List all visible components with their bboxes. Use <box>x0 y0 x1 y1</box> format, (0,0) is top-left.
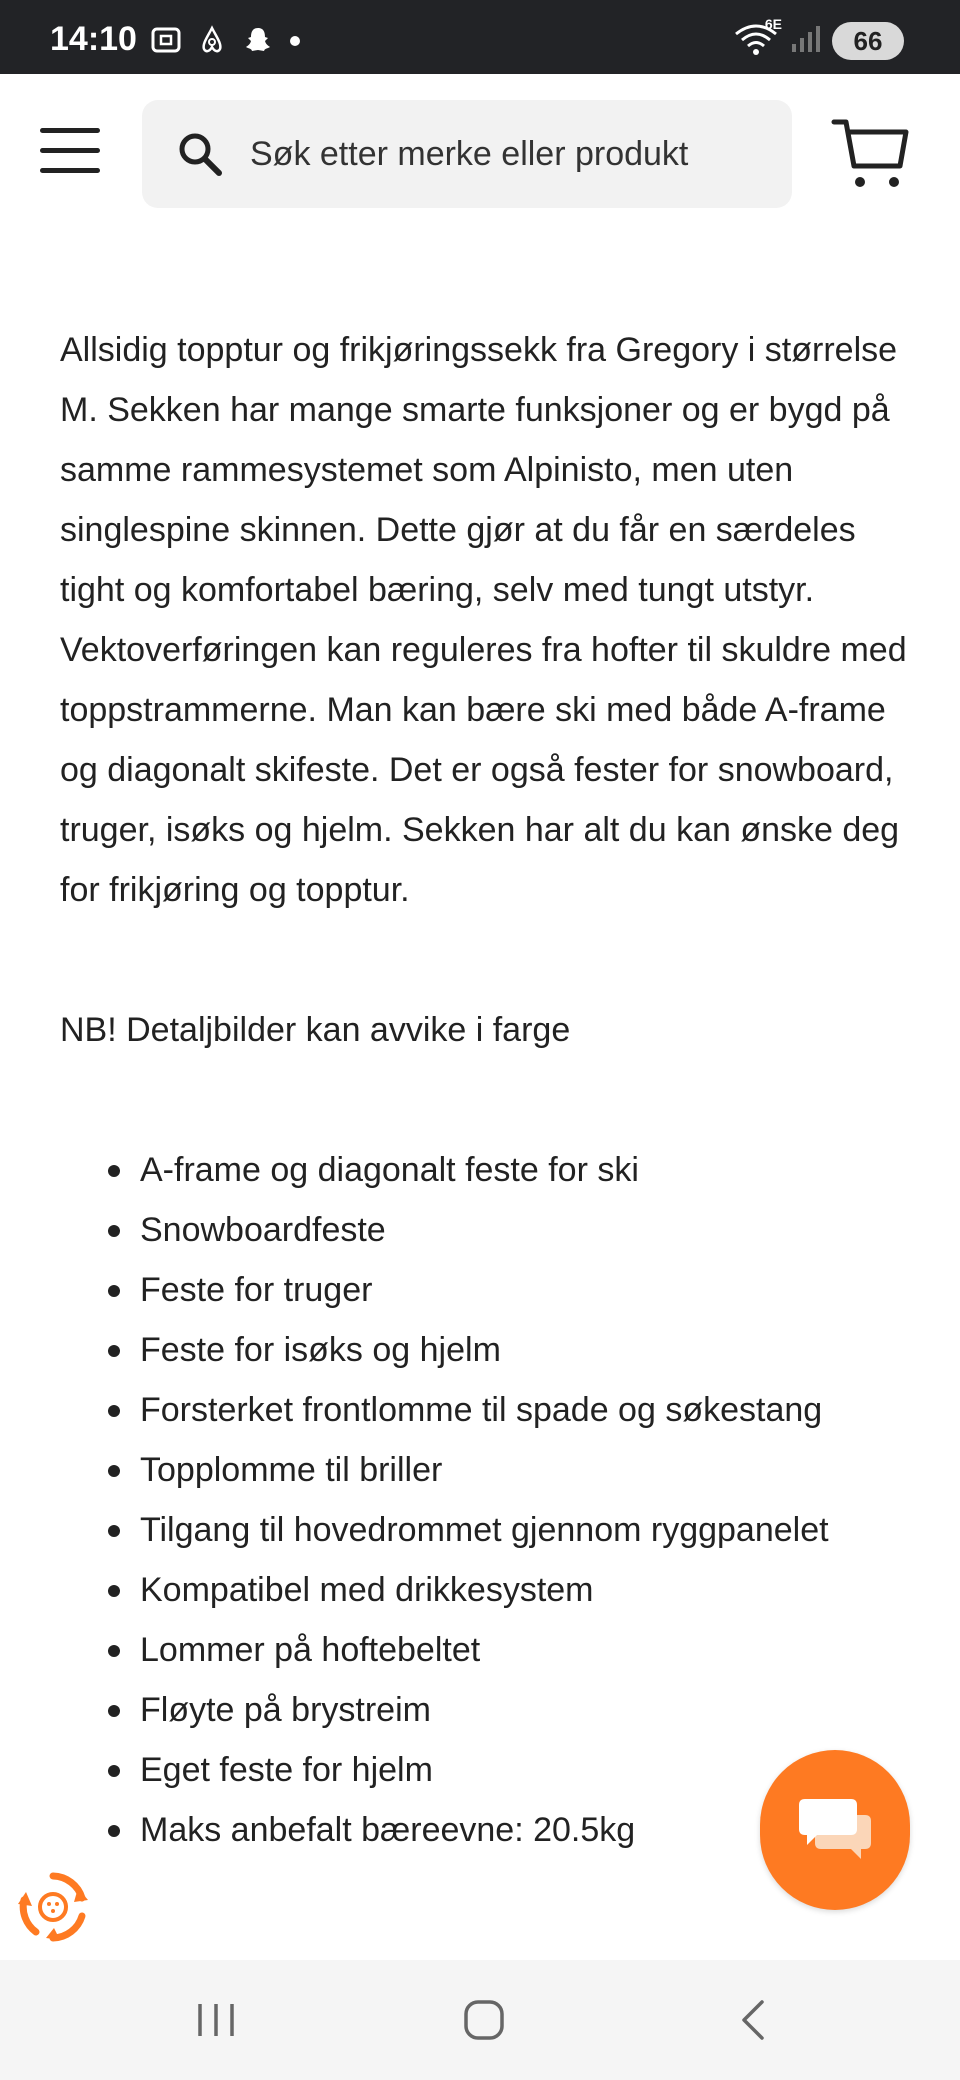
cart-button[interactable] <box>830 114 910 194</box>
note-text: NB! Detaljbilder kan avvike i farge <box>60 1011 571 1049</box>
network-label: 6E <box>764 16 782 32</box>
list-item: Maks anbefalt bæreevne: 20.5kg <box>140 1800 910 1860</box>
cart-icon <box>830 179 910 198</box>
list-item: Topplomme til briller <box>140 1440 910 1500</box>
site-header <box>0 74 960 234</box>
dot-icon <box>288 33 302 52</box>
back-icon <box>736 1998 772 2046</box>
product-description <box>60 320 910 1860</box>
signal-icon <box>790 24 820 58</box>
list-item: Feste for truger <box>140 1260 910 1320</box>
recent-apps-button[interactable] <box>186 1994 246 2050</box>
list-item: Kompatibel med drikkesystem <box>140 1560 910 1620</box>
description-text: Allsidig topptur og frikjøringssekk fra Gregory i størrelse M. Sekken har mange smarte funksjoner og er bygd på samme rammesystemet som Alpinisto, men uten singlespine skinnen. Dette gjør at du får en særdeles tight og komfortabel bæring, selv med tungt utstyr. Vektoverføringen kan reguleres fra hofter til skuldre med toppstrammerne. Man kan bære ski med både A-frame og diagonalt skifeste. Det er også fester for snowboard, truger, isøks og hjelm. Sekken har alt du kan ønske deg for frikjøring og topptur. <box>60 331 907 909</box>
snapchat-icon <box>242 24 274 60</box>
list-item: Fløyte på brystreim <box>140 1680 910 1740</box>
list-item: Feste for isøks og hjelm <box>140 1320 910 1380</box>
battery-indicator: 66 <box>832 22 904 60</box>
status-time: 14:10 <box>50 20 137 58</box>
list-item: A-frame og diagonalt feste for ski <box>140 1140 910 1200</box>
list-item: Tilgang til hovedrommet gjennom ryggpanelet <box>140 1500 910 1560</box>
search-box[interactable] <box>142 100 792 208</box>
recycle-badge-icon[interactable] <box>16 1870 90 1944</box>
list-item: Forsterket frontlomme til spade og søkestang <box>140 1380 910 1440</box>
list-item: Lommer på hoftebeltet <box>140 1620 910 1680</box>
recent-apps-icon <box>194 2000 238 2044</box>
chat-button[interactable] <box>760 1750 910 1910</box>
search-input[interactable] <box>250 128 780 180</box>
notification-icons <box>150 24 302 60</box>
system-icons <box>734 16 904 60</box>
back-button[interactable] <box>724 1994 784 2050</box>
search-icon <box>176 130 224 178</box>
feature-list <box>60 1140 910 1860</box>
home-icon <box>462 1998 506 2046</box>
system-nav-bar <box>0 1960 960 2080</box>
status-bar <box>0 0 960 74</box>
chat-icon <box>795 1793 875 1867</box>
wifi-icon <box>734 16 782 60</box>
screenshot-icon <box>150 24 182 60</box>
menu-button[interactable] <box>40 126 102 176</box>
home-button[interactable] <box>454 1994 514 2050</box>
airbnb-icon <box>196 24 228 60</box>
list-item: Eget feste for hjelm <box>140 1740 910 1800</box>
list-item: Snowboardfeste <box>140 1200 910 1260</box>
